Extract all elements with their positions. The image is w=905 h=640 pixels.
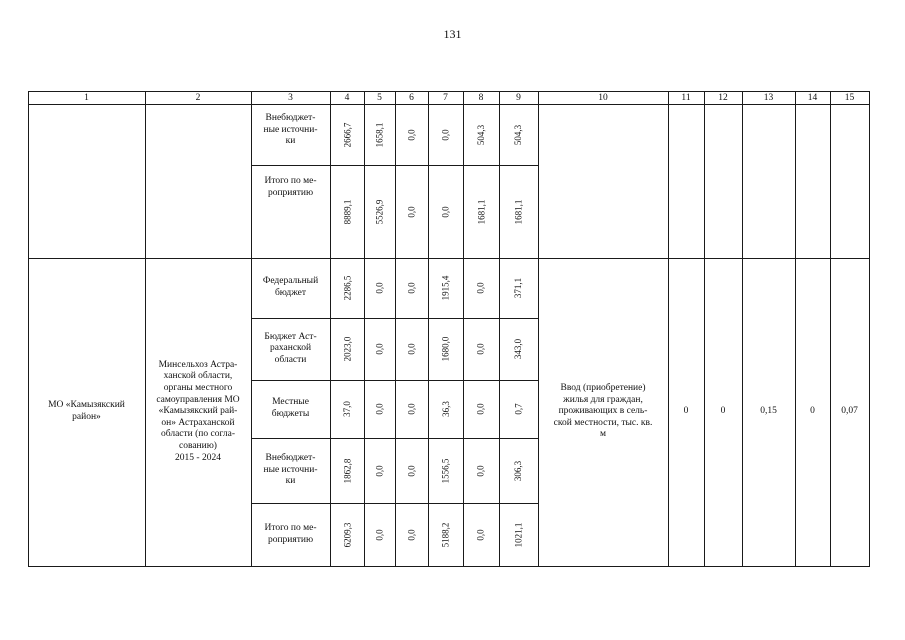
amount-cell-text: 0,0 [374, 343, 385, 355]
amount-cell [463, 380, 499, 438]
amount-cell [463, 438, 499, 503]
target-value-11: 0 [683, 406, 689, 417]
amount-cell [428, 165, 463, 258]
page-number: 131 [443, 27, 462, 41]
amount-cell-text: 36,3 [440, 401, 451, 417]
amount-cell [364, 318, 395, 380]
municipality-cell: МО «Камызякский район» [48, 400, 125, 422]
funding-source-label: Итого по ме- роприятию [264, 522, 317, 545]
funding-source-label: Итого по ме- роприятию [264, 176, 317, 198]
header-col-5: 5 [377, 93, 382, 103]
header-col-7: 7 [443, 93, 448, 103]
amount-cell [428, 258, 463, 318]
header-col-2: 2 [195, 93, 201, 103]
amount-cell [395, 318, 428, 380]
column-border-1 [28, 91, 29, 567]
header-col-14: 14 [807, 93, 818, 103]
amount-cell-text: 1680,0 [440, 336, 451, 362]
amount-cell-text: 1862,8 [342, 458, 352, 483]
amount-cell-text: 0,0 [476, 528, 486, 541]
amount-cell [499, 165, 538, 258]
header-col-8: 8 [478, 93, 484, 103]
amount-cell-text: 0,0 [374, 403, 385, 415]
header-col-15: 15 [844, 93, 855, 103]
amount-cell [499, 104, 538, 165]
column-border-16 [869, 91, 870, 567]
amount-cell [428, 503, 463, 566]
amount-cell-text: 0,0 [406, 343, 417, 355]
amount-cell-text: 0,0 [440, 205, 451, 218]
amount-cell-text: 8889,1 [342, 199, 352, 224]
funding-source-label: Федеральный бюджет [262, 276, 319, 298]
amount-cell [330, 165, 364, 258]
amount-cell [330, 503, 364, 566]
amount-cell-text: 1681,1 [476, 199, 486, 224]
column-border-10 [538, 91, 539, 567]
indicator-cell: Ввод (приобретение) жилья для граждан, проживающих в сель- ской местности, тыс. кв. м [553, 383, 653, 440]
amount-cell-text: 343,0 [513, 338, 524, 360]
amount-cell [395, 258, 428, 318]
amount-cell-text: 504,3 [476, 124, 486, 145]
amount-cell [364, 438, 395, 503]
amount-cell-text: 37,0 [342, 401, 352, 417]
target-value-13: 0,15 [760, 406, 777, 417]
amount-cell-text: 0,0 [406, 403, 417, 415]
column-border-12 [704, 91, 705, 567]
amount-cell [364, 165, 395, 258]
amount-cell [330, 104, 364, 165]
amount-cell [428, 438, 463, 503]
amount-cell [428, 104, 463, 165]
amount-cell-text: 5526,9 [374, 199, 385, 224]
amount-cell-text: 0,0 [476, 282, 486, 294]
amount-cell-text: 0,0 [476, 403, 486, 415]
amount-cell [499, 438, 538, 503]
funding-source-label: Внебюджет- ные источни- ки [263, 453, 318, 487]
header-col-3: 3 [288, 93, 293, 103]
column-border-15 [830, 91, 831, 567]
header-col-9: 9 [516, 93, 521, 103]
amount-cell-text: 504,3 [513, 124, 524, 145]
amount-cell-text: 2023,0 [342, 336, 352, 362]
amount-cell [364, 380, 395, 438]
amount-cell [463, 503, 499, 566]
column-border-3 [251, 91, 252, 567]
table-bottom-border [28, 566, 870, 567]
amount-cell-text: 1021,1 [513, 522, 524, 547]
header-col-4: 4 [344, 93, 350, 103]
column-border-11 [668, 91, 669, 567]
header-col-13: 13 [763, 93, 774, 103]
amount-cell-text: 2286,5 [342, 275, 352, 301]
amount-cell [463, 318, 499, 380]
amount-cell [330, 380, 364, 438]
amount-cell [499, 503, 538, 566]
column-border-14 [795, 91, 796, 567]
header-col-1: 1 [84, 93, 89, 103]
amount-cell [395, 503, 428, 566]
amount-cell [330, 258, 364, 318]
amount-cell [364, 258, 395, 318]
amount-cell [463, 258, 499, 318]
amount-cell [499, 258, 538, 318]
executor-cell: Минсельхоз Астра- ханской области, органы местного самоуправления МО «Камызякский рай- он» Астраханской области (по согла- сованию) 2015 - 2024 [156, 359, 240, 463]
amount-cell [499, 318, 538, 380]
amount-cell-text: 0,0 [440, 128, 451, 141]
amount-cell [463, 104, 499, 165]
amount-cell-text: 306,3 [513, 460, 524, 481]
column-border-2 [145, 91, 146, 567]
header-col-12: 12 [718, 93, 728, 103]
amount-cell-text: 0,0 [374, 464, 385, 477]
funding-source-label: Местные бюджеты [271, 397, 310, 419]
amount-cell [463, 165, 499, 258]
amount-cell-text: 1915,4 [440, 275, 451, 301]
amount-cell-text: 0,0 [406, 205, 417, 218]
amount-cell-text: 0,0 [374, 528, 385, 541]
amount-cell [364, 503, 395, 566]
header-col-10: 10 [598, 93, 608, 103]
amount-cell [499, 380, 538, 438]
amount-cell-text: 0,0 [406, 528, 417, 541]
funding-source-label: Бюджет Аст- раханской области [264, 331, 317, 365]
amount-cell-text: 0,0 [406, 464, 417, 477]
column-border-13 [742, 91, 743, 567]
amount-cell-text: 0,0 [406, 128, 417, 141]
amount-cell-text: 6209,3 [342, 522, 352, 547]
amount-cell-text: 0,7 [513, 403, 524, 415]
amount-cell [428, 318, 463, 380]
amount-cell-text: 0,0 [406, 282, 417, 294]
amount-cell-text: 371,1 [513, 277, 524, 299]
amount-cell [330, 438, 364, 503]
amount-cell-text: 1556,5 [440, 458, 451, 483]
amount-cell [428, 380, 463, 438]
amount-cell-text: 1658,1 [374, 122, 385, 147]
amount-cell-text: 0,0 [476, 464, 486, 477]
amount-cell-text: 5188,2 [440, 522, 451, 547]
amount-cell-text: 0,0 [374, 282, 385, 294]
amount-cell-text: 1681,1 [513, 199, 524, 224]
target-value-14: 0 [810, 406, 815, 417]
amount-cell [395, 380, 428, 438]
amount-cell [395, 438, 428, 503]
target-value-12: 0 [720, 406, 726, 417]
header-col-11: 11 [681, 93, 691, 103]
amount-cell [364, 104, 395, 165]
amount-cell [395, 165, 428, 258]
amount-cell [330, 318, 364, 380]
header-col-6: 6 [409, 93, 414, 103]
amount-cell [395, 104, 428, 165]
target-value-15: 0,07 [841, 406, 858, 417]
amount-cell-text: 2666,7 [342, 122, 352, 147]
funding-source-label: Внебюджет- ные источни- ки [263, 113, 318, 147]
amount-cell-text: 0,0 [476, 343, 486, 355]
